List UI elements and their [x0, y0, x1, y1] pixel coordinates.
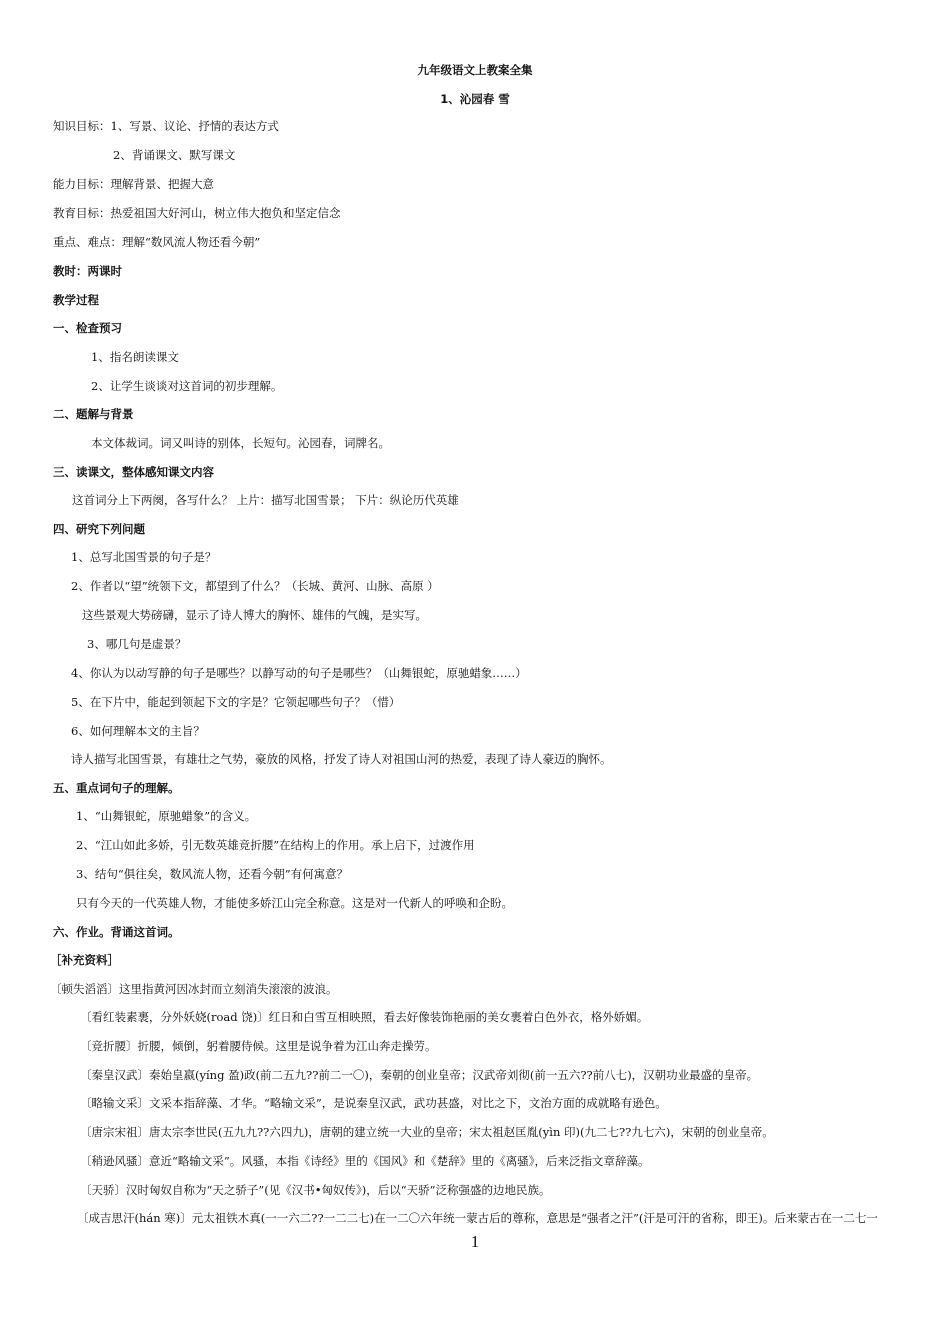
section-4-heading: 四、研究下列问题	[53, 522, 145, 536]
supplement-note: 〔略输文采〕文采本指辞藻、才华。“略输文采”，是说秦皇汉武，武功甚盛，对比之下，文治方面的成就略有逊色。	[80, 1096, 667, 1110]
ability-objective: 能力目标：理解背景、把握大意	[53, 177, 214, 191]
key-points: 重点、难点：理解“数风流人物还看今朝”	[53, 235, 261, 249]
section-2-text: 本文体裁词。词又叫诗的别体，长短句。沁园春，词牌名。	[91, 436, 390, 450]
knowledge-objective-2: 2、背诵课文、默写课文	[113, 148, 236, 162]
page-number: 1	[470, 1232, 480, 1251]
section-3-text: 这首词分上下两阕，各写什么？ 上片：描写北国雪景； 下片：纵论历代英雄	[72, 493, 459, 507]
section-5-item: 2、“江山如此多娇，引无数英雄竞折腰”在结构上的作用。承上启下，过渡作用	[76, 838, 475, 852]
section-4-question: 2、作者以“望”统领下文，都望到了什么？（长城、黄河、山脉、高原 ）	[71, 579, 439, 593]
supplement-heading: ［补充资料］	[50, 953, 119, 967]
section-5-item: 1、“山舞银蛇，原驰蜡象”的含义。	[76, 809, 257, 823]
section-4-question: 4、你认为以动写静的句子是哪些？以静写动的句子是哪些？（山舞银蛇，原驰蜡象……）	[71, 666, 527, 680]
section-1-item: 1、指名朗读课文	[91, 350, 179, 364]
supplement-note: 〔秦皇汉武〕秦始皇嬴(yíng 盈)政(前二五九??前二一〇)，秦朝的创业皇帝；汉武帝刘彻(前一五六??前八七)，汉朝功业最盛的皇帝。	[80, 1068, 759, 1082]
class-hours: 教时：两课时	[53, 264, 122, 278]
supplement-note: 〔成吉思汗(hán 寒)〕元太祖铁木真(一一六二??一二二七)在一二〇六年统一蒙古后的尊称，意思是“强者之汗”(汗是可汗的省称，即王)。后来蒙古在一二七一	[77, 1211, 878, 1225]
section-4-question: 5、在下片中，能起到领起下文的字是？它领起哪些句子？（惜）	[71, 695, 401, 709]
section-4-answer: 诗人描写北国雪景，有雄壮之气势，豪放的风格，抒发了诗人对祖国山河的热爱，表现了诗人豪迈的胸怀。	[71, 752, 612, 766]
document-title: 九年级语文上教案全集	[417, 63, 533, 77]
section-4-question: 1、总写北国雪景的句子是？	[71, 550, 217, 564]
knowledge-objective-1: 知识目标：1、写景、议论、抒情的表达方式	[53, 119, 279, 133]
process-heading: 教学过程	[53, 293, 99, 307]
section-4-question: 3、哪几句是虚景？	[87, 637, 187, 651]
section-6-heading: 六、作业。背诵这首词。	[53, 925, 180, 939]
supplement-note: 〔唐宗宋祖〕唐太宗李世民(五九九??六四九)，唐朝的建立统一大业的皇帝；宋太祖赵匡胤(yìn 印)(九二七??九七六)，宋朝的创业皇帝。	[80, 1125, 774, 1139]
supplement-note: 〔稍逊风骚〕意近“略输文采”。风骚，本指《诗经》里的《国风》和《楚辞》里的《离骚》，后来泛指文章辞藻。	[80, 1154, 650, 1168]
supplement-note: 〔顿失滔滔〕这里指黄河因冰封而立刻消失滚滚的波浪。	[50, 982, 338, 996]
education-objective: 教育目标：热爱祖国大好河山，树立伟大抱负和坚定信念	[53, 206, 341, 220]
section-1-item: 2、让学生谈谈对这首词的初步理解。	[91, 379, 283, 393]
supplement-note: 〔看红装素裹，分外妖娆(road 饶)〕红日和白雪互相映照，看去好像装饰艳丽的美女裹着白色外衣，格外娇媚。	[80, 1010, 649, 1024]
section-5-answer: 只有今天的一代英雄人物，才能使多娇江山完全称意。这是对一代新人的呼唤和企盼。	[76, 896, 513, 910]
lesson-title: 1、沁园春 雪	[440, 92, 510, 106]
section-5-item: 3、结句“俱往矣，数风流人物，还看今朝”有何寓意？	[76, 867, 349, 881]
section-4-answer: 这些景观大势磅礴，显示了诗人博大的胸怀、雄伟的气魄，是实写。	[82, 608, 427, 622]
section-5-heading: 五、重点词句子的理解。	[53, 781, 180, 795]
section-4-question: 6、如何理解本文的主旨？	[71, 724, 205, 738]
section-1-heading: 一、检查预习	[53, 321, 122, 335]
section-2-heading: 二、题解与背景	[53, 407, 134, 421]
supplement-note: 〔天骄〕汉时匈奴自称为“天之骄子”(见《汉书•匈奴传》)，后以“天骄”泛称强盛的边地民族。	[80, 1183, 551, 1197]
supplement-note: 〔竞折腰〕折腰，倾倒，躬着腰侍候。这里是说争着为江山奔走操劳。	[80, 1039, 437, 1053]
section-3-heading: 三、读课文，整体感知课文内容	[53, 465, 214, 479]
